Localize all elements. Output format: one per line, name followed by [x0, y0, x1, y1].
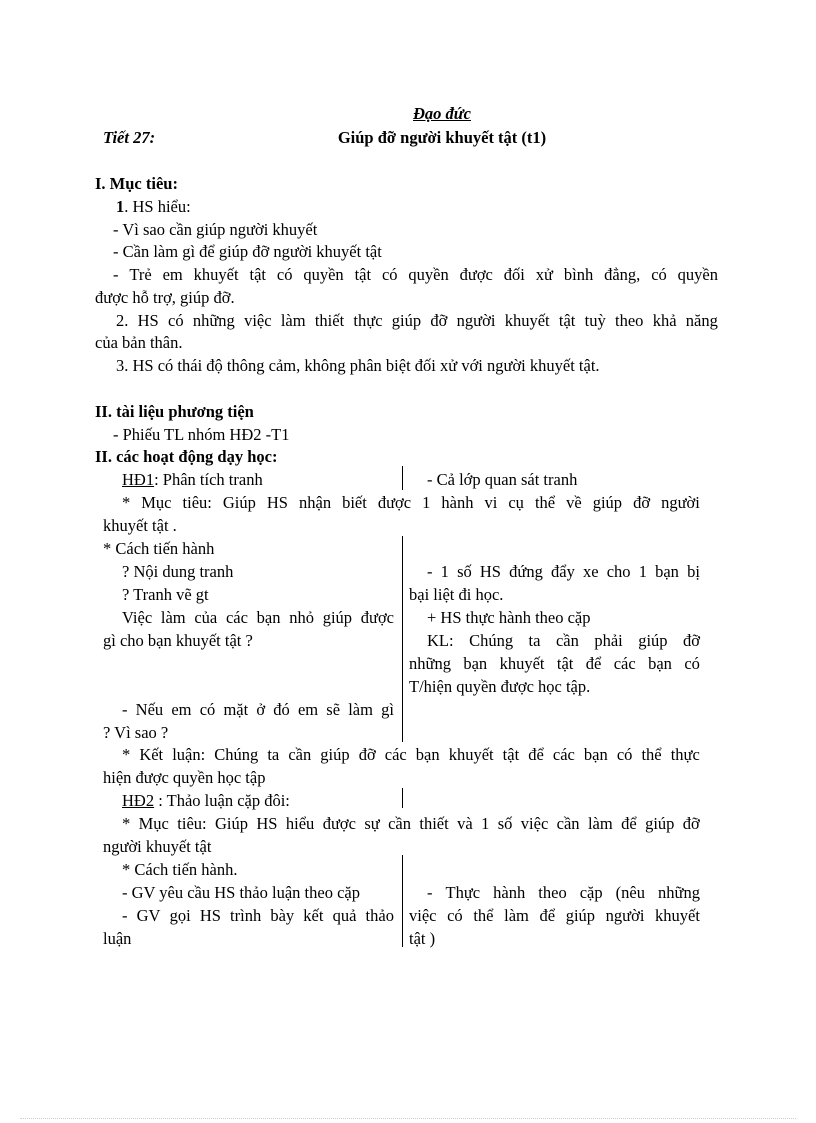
page-bottom-rule	[20, 1118, 796, 1119]
hd2-code: HĐ2	[122, 791, 155, 810]
section2-heading: II. tài liệu phương tiện	[95, 402, 254, 421]
hd1-goal-line1: * Mục tiêu: Giúp HS nhận biết được 1 hành vi cụ thể về giúp đỡ người	[122, 493, 700, 512]
hd1-title: : Phân tích tranh	[154, 470, 263, 489]
answer-push-line2: bại liệt đi học.	[409, 585, 504, 604]
student-practice-line3: tật )	[409, 929, 436, 948]
question-content: ? Nội dung tranh	[122, 562, 234, 581]
hd2-goal-line1: * Mục tiêu: Giúp HS hiểu được sự cần thiết và 1 số việc cần làm để giúp đỡ	[122, 814, 700, 833]
question-if-present-line1: - Nếu em có mặt ở đó em sẽ làm gì	[122, 700, 394, 719]
question-if-present-line2: ? Vì sao ?	[103, 723, 169, 742]
answer-conclusion-line2: những bạn khuyết tật để các bạn có	[409, 654, 700, 673]
bullet-rights-line2: được hỗ trợ, giúp đỡ.	[95, 288, 235, 307]
point1-heading	[116, 196, 191, 218]
bullet-rights-line1: - Trẻ em khuyết tật có quyền tật có quyền được đối xử bình đẳng, có quyền	[113, 265, 718, 284]
answer-conclusion-line1: KL: Chúng ta cần phải giúp đỡ	[427, 631, 700, 650]
conclusion1-line2: hiện được quyền học tập	[103, 768, 266, 787]
teacher-step1: - GV yêu cầu HS thảo luận theo cặp	[122, 883, 360, 902]
answer-conclusion-line3: T/hiện quyền được học tập.	[409, 677, 591, 696]
hd2-heading	[122, 790, 290, 812]
question-help-line1: Việc làm của các bạn nhỏ giúp được	[122, 608, 394, 627]
method2: * Cách tiến hành.	[122, 860, 238, 879]
question-picture: ? Tranh vẽ gt	[122, 585, 209, 604]
point1-number: 1	[116, 197, 125, 216]
column-divider-1	[402, 466, 403, 490]
hd1-code: HĐ1	[122, 470, 155, 489]
question-help-line2: gì cho bạn khuyết tật ?	[103, 631, 253, 650]
hd1-heading	[122, 469, 263, 491]
bullet-what-to-do: - Cần làm gì để giúp đỡ người khuyết tật	[113, 242, 382, 261]
teacher-step2-line1: - GV gọi HS trình bày kết quả thảo	[122, 906, 394, 925]
subject-title: Đạo đức	[413, 104, 471, 123]
conclusion1-line1: * Kết luận: Chúng ta cần giúp đỡ các bạn khuyết tật để các bạn có thể thực	[122, 745, 700, 764]
column-divider-4	[402, 855, 403, 947]
teacher-step2-line2: luận	[103, 929, 132, 948]
column-divider-2	[402, 536, 403, 742]
student-practice-line1: - Thực hành theo cặp (nêu những	[427, 883, 700, 902]
section1-heading: I. Mục tiêu:	[95, 174, 178, 193]
materials-item: - Phiếu TL nhóm HĐ2 -T1	[113, 425, 290, 444]
hd2-goal-line2: người khuyết tật	[103, 837, 212, 856]
lesson-title: Giúp đỡ người khuyết tật (t1)	[337, 128, 547, 147]
hd2-title: : Thảo luận cặp đôi:	[154, 791, 290, 810]
hd1-goal-line2: khuyết tật .	[103, 516, 177, 535]
point2-line1: 2. HS có những việc làm thiết thực giúp đỡ người khuyết tật tuỳ theo khả năng	[116, 311, 718, 330]
point1-text: . HS hiểu:	[124, 197, 191, 216]
hd1-right-observe: - Cả lớp quan sát tranh	[427, 470, 578, 489]
point3: 3. HS có thái độ thông cảm, không phân biệt đối xử với người khuyết tật.	[116, 356, 600, 375]
section3-heading: II. các hoạt động dạy học:	[95, 447, 278, 466]
student-practice-line2: việc có thể làm để giúp người khuyết	[409, 906, 700, 925]
lesson-number: Tiết 27:	[103, 128, 156, 147]
point2-line2: của bản thân.	[95, 333, 183, 352]
method1: * Cách tiến hành	[103, 539, 215, 558]
bullet-why-help: - Vì sao cần giúp người khuyết	[113, 220, 318, 239]
answer-push-line1: - 1 số HS đứng đẩy xe cho 1 bạn bị	[427, 562, 700, 581]
column-divider-3	[402, 788, 403, 808]
answer-practice: + HS thực hành theo cặp	[427, 608, 591, 627]
